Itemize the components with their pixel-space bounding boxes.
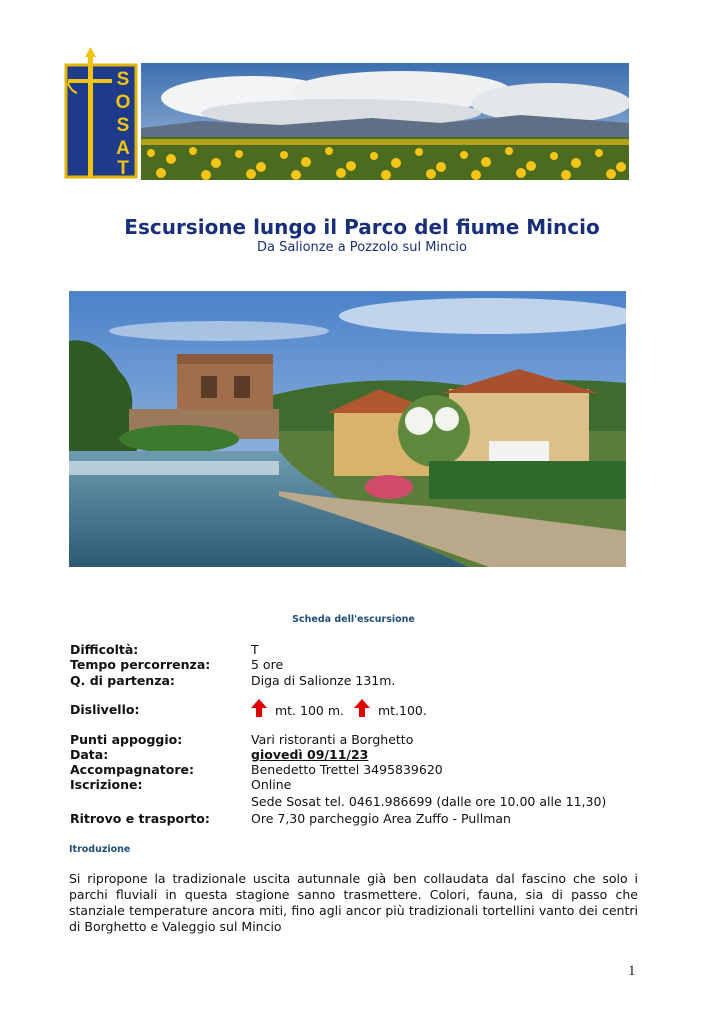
value-partenza: Diga di Salionze 131m.	[251, 673, 396, 688]
label-ritrovo: Ritrovo e trasporto:	[70, 811, 210, 826]
logo-letter: S	[116, 115, 130, 136]
banner-image	[141, 63, 629, 180]
value-ritrovo: Ore 7,30 parcheggio Area Zuffo - Pullman	[251, 811, 511, 826]
page-subtitle: Da Salionze a Pozzolo sul Mincio	[257, 240, 467, 255]
borghetto-photo	[69, 291, 626, 567]
intro-heading: Itroduzione	[69, 844, 131, 855]
scheda-title: Scheda dell'escursione	[292, 614, 415, 625]
arrow-up-icon	[354, 699, 370, 717]
value-accompagnatore: Benedetto Trettel 3495839620	[251, 762, 443, 777]
value-iscrizione: Online	[251, 777, 292, 792]
value-dislivello	[251, 699, 427, 718]
value-iscrizione-sede: Sede Sosat tel. 0461.986699 (dalle ore 10.00 alle 11,30)	[251, 794, 607, 809]
dislivello-up: mt. 100 m.	[274, 703, 344, 718]
value-difficolta: T	[251, 642, 259, 657]
page-number: 1	[628, 963, 636, 979]
logo-letter: T	[117, 158, 129, 179]
dislivello-down: mt.100.	[377, 703, 427, 718]
label-punti: Punti appoggio:	[70, 732, 183, 747]
label-difficolta: Difficoltà:	[70, 642, 139, 657]
value-punti: Vari ristoranti a Borghetto	[251, 732, 414, 747]
logo-letter: A	[116, 138, 130, 159]
sosat-logo	[63, 47, 138, 179]
logo-letter: S	[116, 69, 130, 90]
label-accompagnatore: Accompagnatore:	[70, 762, 194, 777]
value-data: giovedì 09/11/23	[251, 747, 369, 762]
page-title: Escursione lungo il Parco del fiume Mincio	[124, 215, 600, 239]
intro-text: Si ripropone la tradizionale uscita autunnale già ben collaudata dal fascino che solo i parchi fluviali in questa stagione sanno trasmettere. Colori, fauna, sia di passo che stanziale temperature ancora miti, fino agli ancor più tradizionali tortellini vanto dei centri di Borghetto e Valeggio sul Mincio	[69, 871, 638, 934]
label-data: Data:	[70, 747, 109, 762]
label-dislivello: Dislivello:	[70, 702, 140, 717]
value-tempo: 5 ore	[251, 657, 284, 672]
logo-letter: O	[115, 92, 131, 113]
label-iscrizione: Iscrizione:	[70, 777, 143, 792]
label-tempo: Tempo percorrenza:	[70, 657, 211, 672]
arrow-up-icon	[251, 699, 267, 717]
label-partenza: Q. di partenza:	[70, 673, 175, 688]
